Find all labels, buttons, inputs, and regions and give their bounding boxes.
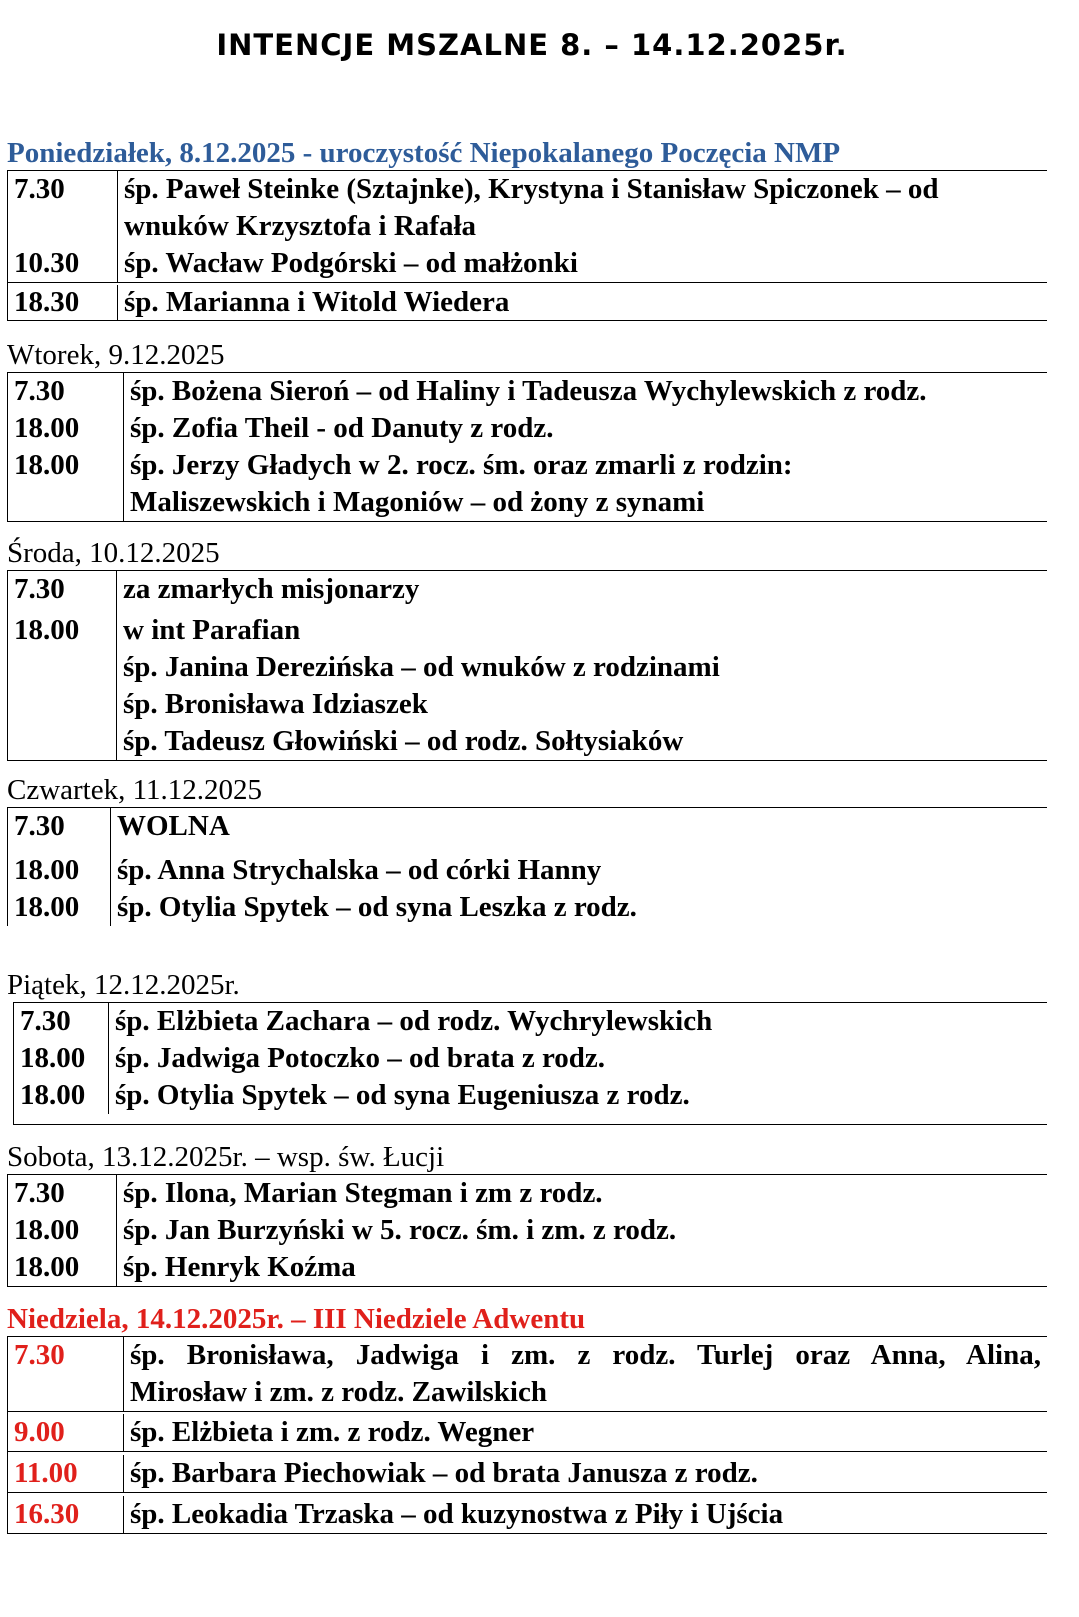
intentions-table xyxy=(7,372,1047,522)
intention-text: śp. Leokadia Trzaska – od kuzynostwa z Piły i Ujścia xyxy=(130,1498,784,1530)
intention-text: śp. Jan Burzyński w 5. rocz. śm. i zm. z rodz. xyxy=(123,1214,677,1246)
mass-time: 7.30 xyxy=(14,375,65,407)
day-heading: Niedziela, 14.12.2025r. – III Niedziele Adwentu xyxy=(7,1303,586,1335)
intention-text: śp. Elżbieta i zm. z rodz. Wegner xyxy=(130,1416,535,1448)
mass-time: 18.00 xyxy=(14,891,80,923)
intention-text: w int Parafian xyxy=(123,614,301,646)
intention-text: wnuków Krzysztofa i Rafała xyxy=(124,210,477,242)
table-row xyxy=(8,282,1047,320)
mass-time: 7.30 xyxy=(8,1337,124,1411)
intention-text: śp. Ilona, Marian Stegman i zm z rodz. xyxy=(123,1177,603,1209)
intention-text: śp. Paweł Steinke (Sztajnke), Krystyna i Stanisław Spiczonek – od xyxy=(124,173,939,205)
day-heading: Piątek, 12.12.2025r. xyxy=(7,969,240,1001)
intention-text: śp. Bronisława, Jadwiga i zm. z rodz. Turlej oraz Anna, Alina, xyxy=(130,1339,1041,1371)
mass-time: 18.00 xyxy=(14,449,80,481)
intention-text: śp. Jadwiga Potoczko – od brata z rodz. xyxy=(115,1042,606,1074)
table-row xyxy=(8,1175,1047,1286)
intention-text: śp. Henryk Koźma xyxy=(123,1251,356,1283)
mass-time: 18.00 xyxy=(14,1214,80,1246)
mass-time: 18.00 xyxy=(20,1042,86,1074)
intention-text: śp. Anna Strychalska – od córki Hanny xyxy=(117,854,602,886)
day-monday xyxy=(0,136,1079,321)
table-row xyxy=(8,1451,1047,1492)
day-sunday xyxy=(0,1302,1079,1534)
table-row xyxy=(8,1492,1047,1533)
day-heading: Wtorek, 9.12.2025 xyxy=(7,339,225,371)
day-heading: Czwartek, 11.12.2025 xyxy=(7,774,263,806)
mass-time: 7.30 xyxy=(14,173,65,205)
intention-text: śp. Bożena Sieroń – od Haliny i Tadeusza Wychylewskich z rodz. xyxy=(130,375,927,407)
intention-text: śp. Tadeusz Głowiński – od rodz. Sołtysiaków xyxy=(123,725,684,757)
table-row xyxy=(14,1003,1047,1114)
intention-text: śp. Otylia Spytek – od syna Eugeniusza z rodz. xyxy=(115,1079,690,1111)
intention-text: śp. Otylia Spytek – od syna Leszka z rodz. xyxy=(117,891,637,923)
mass-time: 18.00 xyxy=(14,614,80,646)
mass-time: 18.00 xyxy=(14,412,80,444)
mass-time: 18.30 xyxy=(8,285,118,320)
intentions-table xyxy=(7,1174,1047,1287)
intention-text: śp. Barbara Piechowiak – od brata Janusza z rodz. xyxy=(130,1457,758,1489)
mass-time: 18.00 xyxy=(14,1251,80,1283)
mass-time: 18.00 xyxy=(20,1079,86,1111)
intention-text: śp. Jerzy Gładych w 2. rocz. śm. oraz zmarli z rodzin: xyxy=(130,449,793,481)
mass-time: 10.30 xyxy=(14,247,80,279)
day-tuesday xyxy=(0,338,1079,522)
day-heading: Poniedziałek, 8.12.2025 - uroczystość Niepokalanego Poczęcia NMP xyxy=(7,137,841,169)
intention-text: Maliszewskich i Magoniów – od żony z synami xyxy=(130,486,705,518)
mass-time: 7.30 xyxy=(14,573,65,605)
intentions-table xyxy=(7,570,1047,761)
intention-text: śp. Bronisława Idziaszek xyxy=(123,688,428,720)
table-row xyxy=(8,1337,1047,1411)
table-row xyxy=(8,1411,1047,1451)
day-saturday xyxy=(0,1140,1079,1287)
intentions-table xyxy=(13,1002,1047,1125)
intention-text: WOLNA xyxy=(117,810,230,842)
mass-time: 11.00 xyxy=(8,1455,124,1492)
mass-time: 7.30 xyxy=(14,1177,65,1209)
day-friday xyxy=(0,968,1079,1125)
table-row xyxy=(8,373,1047,521)
mass-time: 9.00 xyxy=(8,1414,124,1451)
mass-time: 7.30 xyxy=(14,810,65,842)
intention-text: za zmarłych misjonarzy xyxy=(123,573,420,605)
day-heading: Sobota, 13.12.2025r. – wsp. św. Łucji xyxy=(7,1141,445,1173)
page-title: INTENCJE MSZALNE 8. – 14.12.2025r. xyxy=(216,28,848,62)
intention-text: śp. Zofia Theil - od Danuty z rodz. xyxy=(130,412,554,444)
day-heading: Środa, 10.12.2025 xyxy=(7,537,220,569)
intention-text: śp. Elżbieta Zachara – od rodz. Wychrylewskich xyxy=(115,1005,713,1037)
intentions-table xyxy=(7,170,1047,321)
table-row xyxy=(8,171,1047,282)
day-wednesday xyxy=(0,536,1079,761)
day-thursday xyxy=(0,773,1079,926)
table-row xyxy=(8,808,1047,926)
mass-time: 18.00 xyxy=(14,854,80,886)
intentions-table xyxy=(7,807,1047,926)
intention-text: śp. Marianna i Witold Wiedera xyxy=(124,286,510,318)
mass-time: 16.30 xyxy=(8,1496,124,1533)
mass-time: 7.30 xyxy=(20,1005,71,1037)
intention-text: Mirosław i zm. z rodz. Zawilskich xyxy=(130,1376,547,1408)
intention-text: śp. Wacław Podgórski – od małżonki xyxy=(124,247,578,279)
table-row xyxy=(8,571,1047,760)
intention-text: śp. Janina Derezińska – od wnuków z rodzinami xyxy=(123,651,720,683)
intentions-table xyxy=(7,1336,1047,1534)
